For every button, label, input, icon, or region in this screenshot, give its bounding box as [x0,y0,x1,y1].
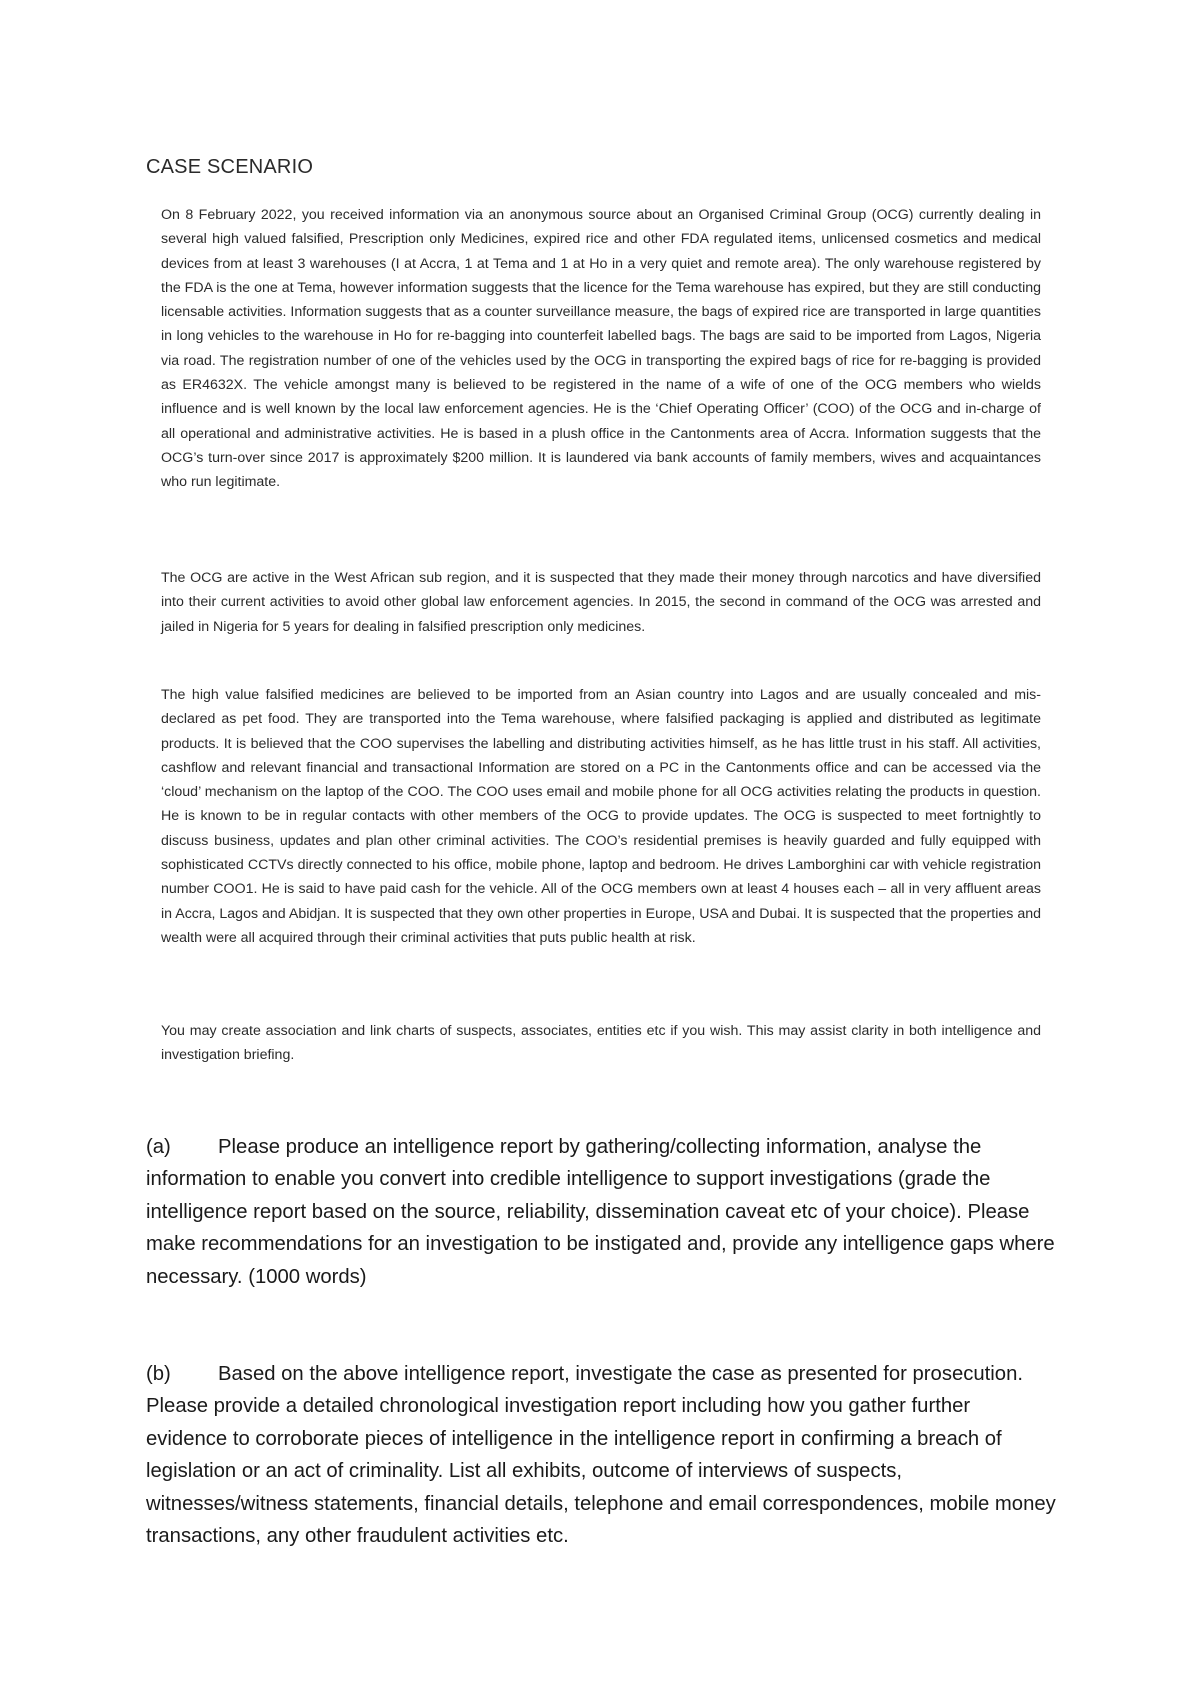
task-b [146,1358,1056,1552]
task-a-text: Please produce an intelligence report by gathering/collecting information, analyse the information to enable you convert into credible intelligence to support investigations (grade the intelligence report based on the source, reliability, dissemination caveat etc of your choice). Please make recommendations for an investigation to be instigated and, provide any intelligence gaps where necessary. (1000 words) [146,1136,1055,1288]
task-b-text: Based on the above intelligence report, investigate the case as presented for prosecution. Please provide a detailed chronological investigation report including how you gather further evidence to corroborate pieces of intelligence in the intelligence report in confirming a breach of legislation or an act of criminality. List all exhibits, outcome of interviews of suspects, witnesses/witness statements, financial details, telephone and email correspondences, mobile money transactions, any other fraudulent activities etc. [146,1363,1056,1548]
scenario-paragraph-operations: The high value falsified medicines are believed to be imported from an Asian country into Lagos and are usually concealed and mis-declared as pet food. They are transported into the Tema warehouse, where falsified packaging is applied and distributed as legitimate products. It is believed that the COO supervises the labelling and distributing activities himself, as he has little trust in his staff. All activities, cashflow and relevant financial and transactional Information are stored on a PC in the Cantonments office and can be accessed via the ‘cloud’ mechanism on the laptop of the COO. The COO uses email and mobile phone for all OCG activities relating the products in question. He is known to be in regular contacts with other members of the OCG to provide updates. The OCG is suspected to meet fortnightly to discuss business, updates and plan other criminal activities. The COO’s residential premises is heavily guarded and fully equipped with sophisticated CCTVs directly connected to his office, mobile phone, laptop and bedroom. He drives Lamborghini car with vehicle registration number COO1. He is said to have paid cash for the vehicle. All of the OCG members own at least 4 houses each – all in very affluent areas in Accra, Lagos and Abidjan. It is suspected that they own other properties in Europe, USA and Dubai. It is suspected that the properties and wealth were all acquired through their criminal activities that puts public health at risk. [161,687,1041,946]
task-a [146,1131,1056,1293]
task-b-label: (b) [146,1363,171,1385]
document-heading: CASE SCENARIO [146,156,314,178]
scenario-paragraph-background: The OCG are active in the West African sub region, and it is suspected that they made their money through narcotics and have diversified into their current activities to avoid other global law enforcement agencies. In 2015, the second in command of the OCG was arrested and jailed in Nigeria for 5 years for dealing in falsified prescription only medicines. [161,570,1041,635]
scenario-paragraph-intro: On 8 February 2022, you received information via an anonymous source about an Organised Criminal Group (OCG) currently dealing in several high valued falsified, Prescription only Medicines, expired rice and other FDA regulated items, unlicensed cosmetics and medical devices from at least 3 warehouses (I at Accra, 1 at Tema and 1 at Ho in a very quiet and remote area). The only warehouse registered by the FDA is the one at Tema, however information suggests that the licence for the Tema warehouse has expired, but they are still conducting licensable activities. Information suggests that as a counter surveillance measure, the bags of expired rice are transported in large quantities in long vehicles to the warehouse in Ho for re-bagging into counterfeit labelled bags. The bags are said to be imported from Lagos, Nigeria via road. The registration number of one of the vehicles used by the OCG in transporting the expired bags of rice for re-bagging is provided as ER4632X. The vehicle amongst many is believed to be registered in the name of a wife of one of the OCG members who wields influence and is well known by the local law enforcement agencies. He is the ‘Chief Operating Officer’ (COO) of the OCG and in-charge of all operational and administrative activities. He is based in a plush office in the Cantonments area of Accra. Information suggests that the OCG’s turn-over since 2017 is approximately $200 million. It is laundered via bank accounts of family members, wives and acquaintances who run legitimate. [161,207,1041,491]
scenario-paragraph-note: You may create association and link charts of suspects, associates, entities etc if you wish. This may assist clarity in both intelligence and investigation briefing. [161,1023,1041,1064]
task-a-label: (a) [146,1136,171,1158]
